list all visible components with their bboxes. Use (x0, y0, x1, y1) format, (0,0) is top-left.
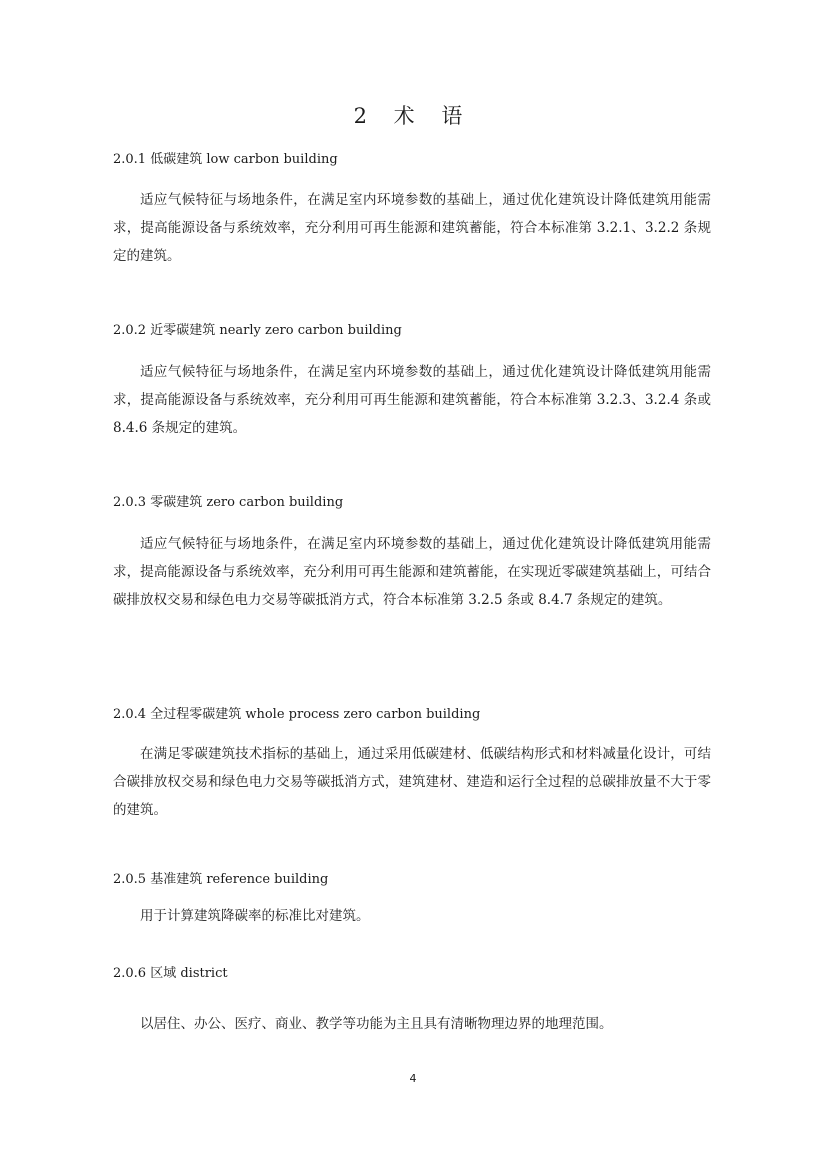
term-definition-2-0-2: 适应气候特征与场地条件，在满足室内环境参数的基础上，通过优化建筑设计降低建筑用能需求，提高能源设备与系统效率，充分利用可再生能源和建筑蓄能，符合本标准第 3.2.3、3.2.4 条或 8.4.6 条规定的建筑。 (113, 364, 711, 436)
term-heading-2-0-4: 2.0.4 全过程零碳建筑 whole process zero carbon building (113, 707, 481, 722)
page-number: 4 (409, 1072, 417, 1085)
term-heading-2-0-2: 2.0.2 近零碳建筑 nearly zero carbon building (113, 323, 402, 338)
term-definition-2-0-4: 在满足零碳建筑技术指标的基础上，通过采用低碳建材、低碳结构形式和材料减量化设计，可结合碳排放权交易和绿色电力交易等碳抵消方式，建筑建材、建造和运行全过程的总碳排放量不大于零的建筑。 (113, 746, 711, 818)
term-definition-2-0-6: 以居住、办公、医疗、商业、教学等功能为主且具有清晰物理边界的地理范围。 (140, 1016, 613, 1032)
term-definition-2-0-1: 适应气候特征与场地条件，在满足室内环境参数的基础上，通过优化建筑设计降低建筑用能需求，提高能源设备与系统效率，充分利用可再生能源和建筑蓄能，符合本标准第 3.2.1、3.2.2 条规定的建筑。 (113, 192, 711, 264)
term-heading-2-0-6: 2.0.6 区域 district (113, 966, 228, 981)
term-definition-2-0-3: 适应气候特征与场地条件，在满足室内环境参数的基础上，通过优化建筑设计降低建筑用能需求，提高能源设备与系统效率，充分利用可再生能源和建筑蓄能，在实现近零碳建筑基础上，可结合碳排放权交易和绿色电力交易等碳抵消方式，符合本标准第 3.2.5 条或 8.4.7 条规定的建筑。 (113, 536, 711, 608)
chapter-title: 2 术 语 (353, 104, 473, 128)
term-definition-2-0-5: 用于计算建筑降碳率的标准比对建筑。 (140, 908, 370, 924)
term-heading-2-0-3: 2.0.3 零碳建筑 zero carbon building (113, 495, 344, 510)
term-heading-2-0-1: 2.0.1 低碳建筑 low carbon building (113, 152, 338, 167)
term-heading-2-0-5: 2.0.5 基准建筑 reference building (113, 872, 329, 887)
